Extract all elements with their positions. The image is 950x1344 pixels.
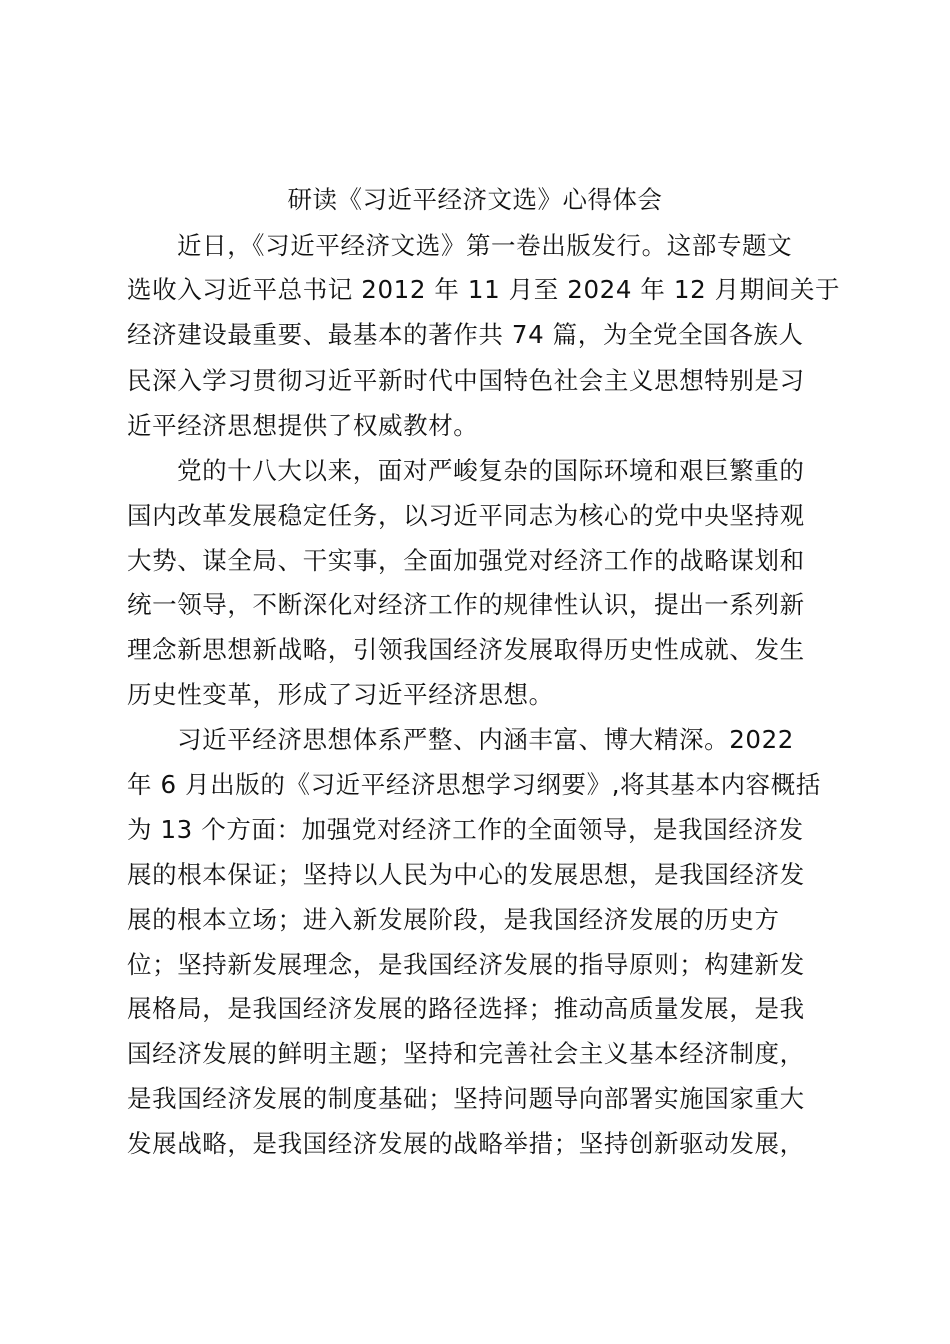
paragraph-3-line-7: 展格局，是我国经济发展的路径选择；推动高质量发展，是我 <box>127 994 805 1023</box>
paragraph-3-line-2: 年 6 月出版的《习近平经济思想学习纲要》,将其基本内容概括 <box>127 770 821 799</box>
paragraph-3-line-9: 是我国经济发展的制度基础；坚持问题导向部署实施国家重大 <box>127 1084 805 1113</box>
paragraph-3-line-3: 为 13 个方面：加强党对经济工作的全面领导，是我国经济发 <box>127 815 804 844</box>
document-title: 研读《习近平经济文选》心得体会 <box>287 185 663 214</box>
paragraph-1-line-5: 近平经济思想提供了权威教材。 <box>127 411 479 440</box>
paragraph-3-line-1: 习近平经济思想体系严整、内涵丰富、博大精深。2022 <box>177 725 794 754</box>
paragraph-2-line-3: 大势、谋全局、干实事，全面加强党对经济工作的战略谋划和 <box>127 546 805 575</box>
paragraph-3-line-4: 展的根本保证；坚持以人民为中心的发展思想，是我国经济发 <box>127 860 805 889</box>
paragraph-1-line-3: 经济建设最重要、最基本的著作共 74 篇，为全党全国各族人 <box>127 320 804 349</box>
paragraph-2-line-2: 国内改革发展稳定任务，以习近平同志为核心的党中央坚持观 <box>127 501 805 530</box>
paragraph-3-line-5: 展的根本立场；进入新发展阶段，是我国经济发展的历史方 <box>127 905 780 934</box>
paragraph-2-line-6: 历史性变革，形成了习近平经济思想。 <box>127 680 554 709</box>
paragraph-2-line-5: 理念新思想新战略，引领我国经济发展取得历史性成就、发生 <box>127 635 805 664</box>
paragraph-3-line-8: 国经济发展的鲜明主题；坚持和完善社会主义基本经济制度， <box>127 1039 805 1068</box>
paragraph-3-line-6: 位；坚持新发展理念，是我国经济发展的指导原则；构建新发 <box>127 950 805 979</box>
paragraph-2-line-1: 党的十八大以来，面对严峻复杂的国际环境和艰巨繁重的 <box>177 456 805 485</box>
paragraph-1-line-4: 民深入学习贯彻习近平新时代中国特色社会主义思想特别是习 <box>127 366 805 395</box>
paragraph-1-line-2: 选收入习近平总书记 2012 年 11 月至 2024 年 12 月期间关于 <box>127 275 841 304</box>
paragraph-1-line-1: 近日，《习近平经济文选》第一卷出版发行。这部专题文 <box>177 231 793 260</box>
paragraph-3-line-10: 发展战略，是我国经济发展的战略举措；坚持创新驱动发展， <box>127 1129 805 1158</box>
paragraph-2-line-4: 统一领导，不断深化对经济工作的规律性认识，提出一系列新 <box>127 590 805 619</box>
